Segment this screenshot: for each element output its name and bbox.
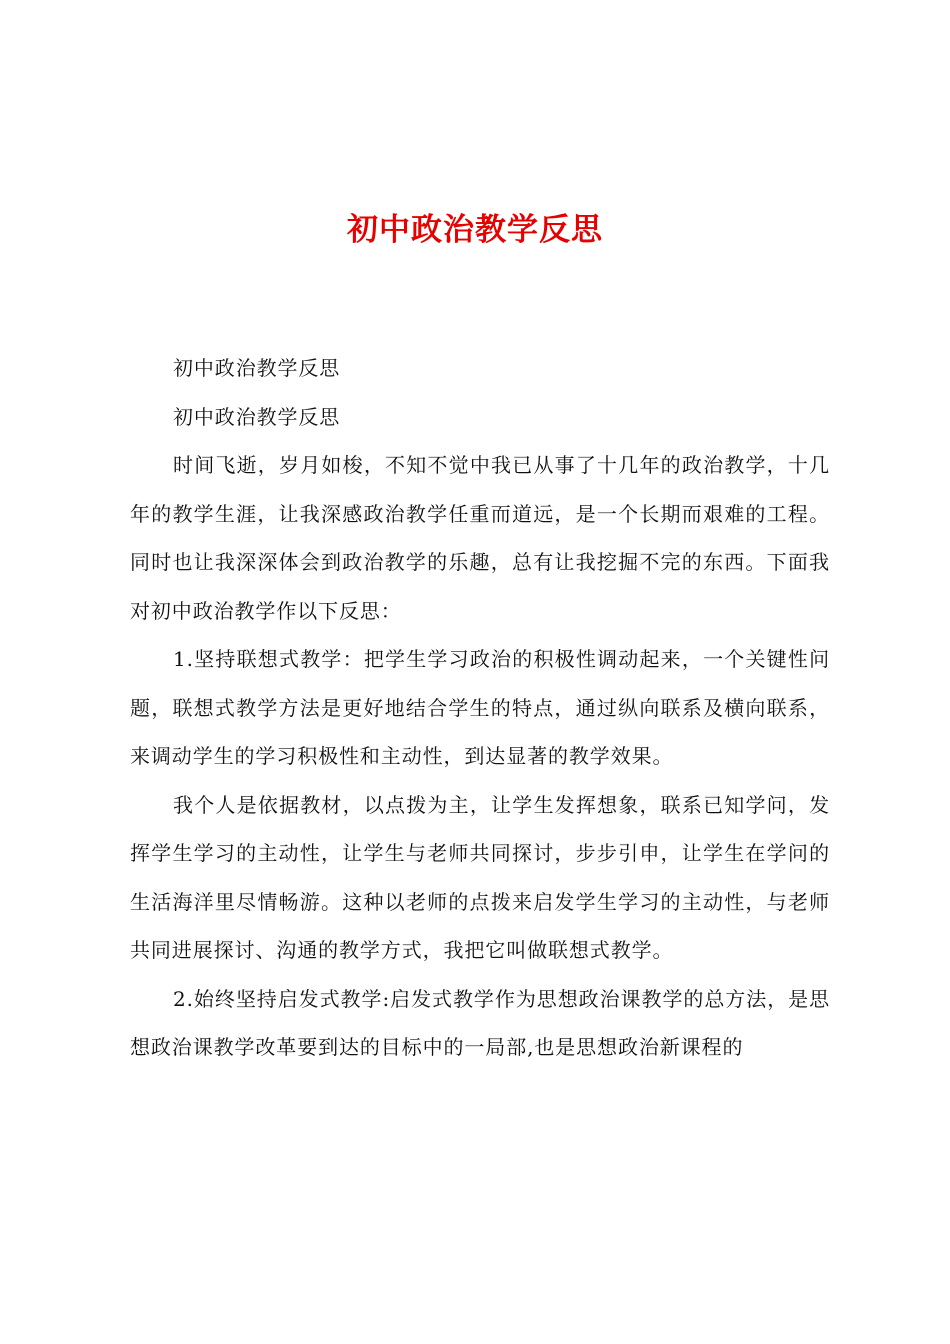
paragraph: 1.坚持联想式教学：把学生学习政治的积极性调动起来，一个关键性问题，联想式教学方法是更好地结合学生的特点，通过纵向联系及横向联系，来调动学生的学习积极性和主动性，到达显著的教学效果。: [130, 647, 830, 768]
paragraph: 时间飞逝，岁月如梭，不知不觉中我已从事了十几年的政治教学，十几年的教学生涯，让我深感政治教学任重而道远，是一个长期而艰难的工程。同时也让我深深体会到政治教学的乐趣，总有让我挖掘不完的东西。下面我对初中政治教学作以下反思：: [130, 453, 830, 623]
document-body: [130, 344, 830, 1072]
paragraph: 初中政治教学反思: [173, 356, 341, 380]
paragraph: 2.始终坚持启发式教学:启发式教学作为思想政治课教学的总方法，是思想政治课教学改革要到达的目标中的一局部,也是思想政治新课程的: [130, 986, 830, 1059]
paragraph: 我个人是依据教材，以点拨为主，让学生发挥想象，联系已知学问，发挥学生学习的主动性，让学生与老师共同探讨，步步引申，让学生在学问的生活海洋里尽情畅游。这种以老师的点拨来启发学生学习的主动性，与老师共同进展探讨、沟通的教学方式，我把它叫做联想式教学。: [130, 792, 830, 962]
document-title: 初中政治教学反思: [347, 212, 603, 248]
paragraph: 初中政治教学反思: [173, 404, 341, 429]
